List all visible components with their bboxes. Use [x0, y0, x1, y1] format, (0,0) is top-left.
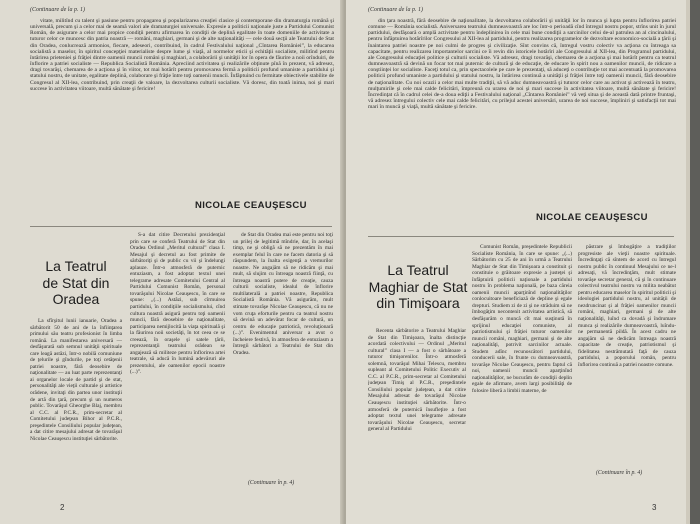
- right-article-column-2: [472, 244, 572, 496]
- right-continuation-footer: (Continuare în p. 4): [596, 470, 643, 476]
- column-paragraph: Recenta sărbătorire a Teatrului Maghiar de Stat din Timişoara, înalta distincţie acordată colectivului — Ordinul „Meritul cultural” clasa I — a fost o sărbătoare a tuturor timişorenilor. Într-o atmosferă solemnă, tovarăşul Mihai Telescu, membru supleant al Comitetului Politic Executiv al C.C. al P.C.R., prim-secretar al Comitetului judeţean Timiş al P.C.R., preşedintele Consiliului popular judeţean, a dat citire Mesajului adresat de tovarăşul Nicolae Ceauşescu instituţiei sărbătorite. Într-o atmosferă de puternică însufleţire a fost adoptat textul unei telegrame adresate tovarăşului Nicolae Ceauşescu, secretar general al Partidului: [368, 328, 466, 433]
- right-article-column-3: [578, 244, 676, 466]
- right-message-paragraph: din ţara noastră, fără deosebire de naţionalitate, la dezvoltarea colaborării şi unităţii lor în munca şi lupta pentru înflorirea patriei comune — România socialistă. Aniversarea teatrului dumneavoastră are loc într-o perioadă cînd întregul nostru popor, strîns unit în jurul partidului, desfăşoară o amplă activitate pentru îndeplinirea în cele mai bune condiţii a sarcinilor celui de-al patrulea an al cincinalului, pentru înfăptuirea hotărîrilor Congresului al XII-lea al partidului, pentru realizarea programelor de dezvoltare economico-socială a ţării şi înaintarea patriei noastre pe noi culmi de progres şi civilizaţie. Sînt convins că, întregul vostru colectiv va acţiona cu întreaga sa capacitate, pentru realizarea importantelor sarcini ce îi revin din istoricele hotărîri ale Congresului al XII-lea, din Programul partidului, ale Congresului educaţiei politice şi culturii socialiste. Vă adresez, dragi tovarăşi, chemarea de a acţiona şi mai hotărît pentru ca teatrul dumneavoastră să devină un focar tot mai puternic de cultură şi de educaţie, de educare în spirit nou a oamenilor muncii, de ridicare a conştiinţei lor socialiste. Faceţi totul ca, prin spectacolele pe care le prezentaţi, să aduceţi o contribuţie tot mai accentuată la promovarea politicii profund umaniste a partidului şi statului nostru, la întărirea continuă a unităţii şi frăţiei între toţi oamenii muncii, fără deosebire de naţionalitate. Cu noi ocazii a celor mai multe tradiţii, să vă aduc dumneavoastră şi tuturor celor care au activat şi activează în teatru, mulţumirile şi cele mai calde felicitări, împreună cu urarea de noi şi mari succese în activitatea viitoare, multă sănătate şi fericire! Încredinţat că în cadrul celei de-a doua ediţii a Festivalului naţional „Cîntarea României” vă veţi situa şi de această dată printre fruntaşi, vă adresez întregului colectiv cele mai calde felicitări, cu prilejul acestei aniversări, urarea de noi succese, împliniri şi satisfacţii tot mai mari în muncă şi viaţă, multă sănătate şi fericire.: [368, 18, 676, 111]
- left-continuation-header: (Continuare de la p. 1): [30, 7, 85, 13]
- title-line: La Teatrul: [387, 262, 449, 278]
- title-line: Oradea: [52, 291, 100, 307]
- column-paragraph: păstrare şi îmbogăţire a tradiţiilor progresiste ale vieţii noastre spirituale. Încredinţaţi că sîntem de acord cu întregul nostru public în continuul Mesajului ce ne-l adresaţi, vă încredinţăm, mult stimate tovarăşe secretar general, că şi în continuare colectivul teatrului nostru va milita neabătut pentru educarea maselor în spiritul politicii şi ideologiei partidului nostru, al unităţii de nezdruncinat şi al frăţiei oamenilor muncii români, maghiari, germani şi de alte naţionalităţi, luînd ca dovadă şi îndrumare munca şi realizările dumneavoastră, luîndu-ne permanentă pildă. În acest cadru ne angajăm să ne dedicăm întreaga noastră capacitate de creaţie, patriotismul şi fidelitatea nestrămutată faţă de cauza partidului, a poporului român, pentru înflorirea continuă a patriei noastre comune.: [578, 244, 676, 368]
- title-line: Maghiar de Stat: [368, 278, 468, 295]
- left-article-title: [28, 258, 124, 308]
- right-page-number: 3: [652, 503, 657, 512]
- page-edge: [686, 0, 700, 524]
- title-line: de Stat din: [42, 274, 110, 291]
- right-signature: NICOLAE CEAUŞESCU: [536, 212, 648, 223]
- left-article-column-1: [30, 318, 122, 494]
- left-divider: [30, 226, 332, 227]
- right-continuation-header: (Continuare de la p. 1): [368, 7, 423, 13]
- right-article-column-1: [368, 328, 466, 496]
- left-continuation-footer: (Continuare în p. 4): [248, 480, 295, 486]
- right-divider: [368, 236, 674, 237]
- left-message-text: [30, 18, 334, 198]
- left-article-column-3: [233, 232, 333, 472]
- left-signature: NICOLAE CEAUŞESCU: [195, 200, 307, 211]
- left-page: [0, 0, 344, 524]
- title-line: La Teatrul: [45, 258, 107, 274]
- column-paragraph: Comunist Român, preşedintele Republicii Socialiste România, în care se spune: „(...) Sărbătorim cu 25 de ani în urmă a Teatrului Maghiar de Stat din Timişoara a constituit şi constituie o grăitoare expresie a justeţei şi înfăptuirii politicii naţionale a partidului nostru în problema naţională, pe baza căreia oamenii muncii aparţinînd naţionalităţilor conlocuitoare beneficiază de depline şi egale drepturi. Studiem zi de zi şi ne străduim să ne îmbogăţim necontenit activitatea artistică, să desfăşurăm o muncă cît mai susţinută în sprijinul educaţiei comuniste, al patriotismului şi frăţiei tuturor oamenilor muncii români, maghiari, germani şi de alte naţionalităţi, potrivit sarcinilor actuale. Studem adînc recunoscători partidului, conducerii sale, în frunte cu dumneavoastră, tovarăşe Nicolae Ceauşescu, pentru faptul că noi, oamenii muncii aparţinînd naţionalităţilor, ne bucurăm de condiţii deplin egale de afirmare, avem largi posibilităţi de folosire liberă a limbii materne, de: [472, 244, 572, 395]
- left-article-column-2: [130, 232, 225, 494]
- column-paragraph: de Stat din Oradea mai este pentru noi toţi un prilej de legitimă mîndrie, dar, în acelaşi timp, ne şi obligă să ne prezentăm în mai exemplar felul în care ne facem datoria şi să răspundem, la înalta exigenţă a vremurilor noastre. Ne angajăm să ne ridicăm şi mai mult, să slujim cu întreaga noastră fiinţă, cu întreaga noastră putere de creaţie, cauza culturii socialiste, idealul de înflorire multilaterală a patriei noastre, Republica Socialistă România. Vă asigurăm, mult stimate tovarăşe Nicolae Ceauşescu, că nu ne vom cruţa eforturile pentru ca teatrul nostru să devină un adevărat focar de cultură, un centru de educaţie patriotică, revoluţionară (...)”. Evenimentul aniversar a avut o încheiere festivă, în atmosfera de entuziasm a întregii sărbători a Teatrului de Stat din Oradea.: [233, 232, 333, 356]
- right-message-text: [368, 18, 676, 208]
- right-article-title: [362, 262, 474, 312]
- column-paragraph: La sfîrşitul lunii ianuarie, Oradea a sărbătorit 50 de ani de la înfiinţarea primului său teatru profesionist în limba română. La manifestarea aniversară — desfăşurată sub semnul unităţii spirituale care leagă astăzi, într-o nobilă comuniune de ţelurile şi gîndurile, pe toţi cetăţenii patriei noastre, fără deosebire de naţionalitate — au luat parte reprezentanţi ai organelor locale de partid şi de stat, personalităţi ale vieţii culturale şi artistice orădene, invitaţi din partea unor instituţii de artă din ţară, precum şi un numeros public. Tovarăşul Gheorghe Blaj, membru al C.C. al P.C.R., prim-secretar al Comitetului judeţean Bihor al P.C.R., preşedintele Consiliului popular judeţean, a dat citire mesajului adresat de tovarăşul Nicolae Ceauşescu instituţiei sărbătorite.: [30, 318, 122, 442]
- left-page-number: 2: [60, 503, 65, 512]
- right-page: [346, 0, 686, 524]
- column-paragraph: S-a dat citire Decretului prezidenţial prin care se conferă Teatrului de Stat din Oradea Ordinul „Meritul cultural” clasa I. Mesajul şi decretul au fost primite de sărbătoriţi şi de public cu vii şi îndelungi aplauze. Într-o atmosferă de puternic entuziasm, a fost adoptat textul unei telegrame adresate Comitetului Central al Partidului Comunist Român, personal tovarăşului Nicolae Ceauşescu, în care se spune: „(...) Astăzi, sub cîrmuirea partidului, în condiţiile socialismului, cînd cultura noastră asigură pentru toţi oamenii muncii, fără deosebire de naţionalitate, participarea nemijlocită la viaţa spirituală şi la făurirea noii societăţi, în tot ceea ce se creează, în oraşele şi satele ţării, reprezentanţii teatrului orădean se angajează să militeze pentru înflorirea artei teatrale, să aducă în lumină adevăruri ale prezentului, ale oamenilor epocii noastre (...)”.: [130, 232, 225, 376]
- left-message-paragraph: vitate, militînd cu talent şi pasiune pentru propagarea şi popularizarea creaţiei clasice şi contemporane din dramaturgia română şi universală, precum şi a celor mai de seamă valori ale dramaturgiei universale. Expresie a politicii naţionale juste a Partidului Comunist Român, de asigurare a celor mai propice condiţii pentru afirmarea în condiţii de deplină egalitate în toate domeniile de activitate a tuturor celor ce muncesc din patria noastră — români, maghiari, germani şi de alte naţionalităţi — cele două secţii ale Teatrului de Stat din Oradea, conlucrează armonios, fiecare, adeseori, contribuind, în cadrul Festivalului naţional „Cîntarea României”, la educarea socialistă a maselor, în spiritul concepţiei materialiste despre lume şi viaţă, al normelor eticii şi echităţii socialiste, militînd pentru întărirea prieteniei şi frăţiei dintre oamenii muncii români şi maghiari, a colaborării şi unităţii lor în opera de făurire a noii orînduiri, de înflorire a patriei socialiste — Republica Socialistă România. Apreciind activitatea şi realizările obţinute pînă în prezent, vă adresez, dragi tovarăşi, chemarea de a acţiona şi în viitor, tot mai hotărît pentru promovarea fermă a politicii profund umaniste a partidului şi statului nostru, de unitate, egalitate deplină, colaborare şi frăţie între toţi oamenii muncii. Înfăptuind cu fermitate obiectivele stabilite de Congresul al XII-lea, contribuind, prin creaţii de valoare, la dezvoltarea culturii socialiste. Vă doresc, din toată inima, noi şi mari succese în activitatea viitoare, multă sănătate şi fericire!: [30, 18, 334, 92]
- title-line: din Timişoara: [376, 295, 460, 311]
